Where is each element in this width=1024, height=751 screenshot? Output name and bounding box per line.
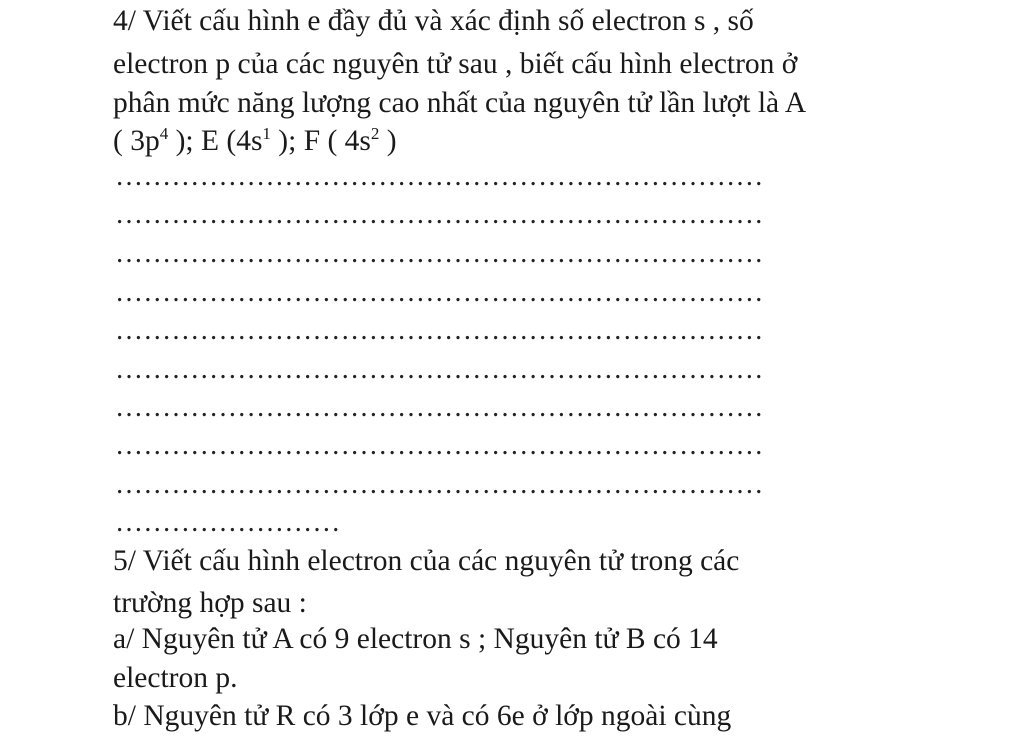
q4-line-3: phân mức năng lượng cao nhất của nguyên tử lần lượt là A xyxy=(113,87,807,119)
config-f-sup: 2 xyxy=(370,124,380,143)
q5-line-2: trường hợp sau : xyxy=(113,587,307,619)
config-e-sup: 1 xyxy=(262,124,271,143)
config-f-text: ); F ( 4s xyxy=(270,125,371,157)
q5-line-4: electron p. xyxy=(113,662,238,694)
answer-line-1: …………………………………………………………… xyxy=(115,162,764,192)
q4-line-1: 4/ Viết cấu hình e đầy đủ và xác định số electron s , số xyxy=(113,5,754,37)
answer-line-10: …………………… xyxy=(115,508,341,538)
config-a-sup: 4 xyxy=(159,124,169,143)
config-a-open: ( 3p xyxy=(113,125,160,157)
answer-line-6: …………………………………………………………… xyxy=(115,355,764,385)
q4-line-2: electron p của các nguyên tử sau , biết cấu hình electron ở xyxy=(113,48,798,80)
config-e-text: ); E (4s xyxy=(168,125,263,157)
answer-line-5: …………………………………………………………… xyxy=(115,316,764,346)
q5-line-3: a/ Nguyên tử A có 9 electron s ; Nguyên tử B có 14 xyxy=(113,623,718,655)
answer-line-7: …………………………………………………………… xyxy=(115,393,764,423)
q5-line-1: 5/ Viết cấu hình electron của các nguyên tử trong các xyxy=(113,545,740,577)
answer-line-4: …………………………………………………………… xyxy=(115,278,764,308)
q5-line-5: b/ Nguyên tử R có 3 lớp e và có 6e ở lớp ngoài cùng xyxy=(113,700,732,732)
q4-line-4 xyxy=(113,122,397,160)
answer-line-2: …………………………………………………………… xyxy=(115,200,764,230)
answer-line-3: …………………………………………………………… xyxy=(115,239,764,269)
answer-line-8: …………………………………………………………… xyxy=(115,431,764,461)
config-f-close: ) xyxy=(379,125,397,157)
answer-line-9: …………………………………………………………… xyxy=(115,470,764,500)
